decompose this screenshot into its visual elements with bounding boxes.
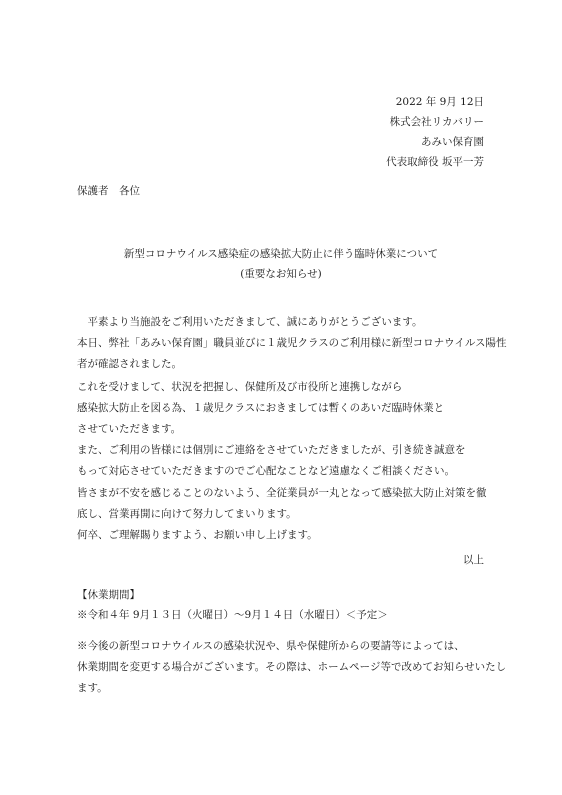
representative: 代表取締役 坂平一芳 <box>386 156 484 168</box>
paragraph-line: 平素より当施設をご利用いただきまして、誠にありがとうございます。 <box>77 316 423 328</box>
paragraph-line: もって対応させていただきますのでご心配なことなど遠慮なくご相談ください。 <box>77 465 455 477</box>
note-line: ます。 <box>77 682 108 694</box>
notice-subtitle: (重要なお知らせ) <box>240 268 322 280</box>
note-line: 休業期間を変更する場合がございます。その際は、ホームページ等で改めてお知らせいたし <box>77 661 507 673</box>
paragraph-line: 感染拡大防止を図る為、１歳児クラスにおきましては暫くのあいだ臨時休業と <box>77 402 445 414</box>
paragraph-line: 何卒、ご理解賜りますよう、お願い申し上げます。 <box>77 529 318 541</box>
note-paragraph <box>77 636 507 699</box>
paragraph-line: また、ご利用の皆様には個別にご連絡をさせていただきましたが、引き続き誠意を <box>77 444 466 456</box>
paragraph-line: 底し、営業再開に向けて努力してまいります。 <box>77 508 297 520</box>
paragraph-3 <box>77 483 497 546</box>
paragraph-1 <box>77 312 507 375</box>
period-heading: 【休業期間】 <box>77 589 140 601</box>
paragraph-line: 皆さまが不安を感じることのないよう、全従業員が一丸となって感染拡大防止対策を徹 <box>77 487 487 499</box>
period-dates: ※令和４年 9月１３日（火曜日）～9月１４日（水曜日）＜予定＞ <box>77 609 388 621</box>
paragraph-line: 本日、弊社「あみい保育園」職員並びに１歳児クラスのご利用様に新型コロナウイルス陽性 <box>77 337 507 349</box>
addressee: 保護者 各位 <box>77 185 140 197</box>
facility-name: あみい保育園 <box>421 136 484 148</box>
closing-mark: 以上 <box>463 554 484 566</box>
paragraph-line: させていただきます。 <box>77 423 182 435</box>
paragraph-line: 者が確認されました。 <box>77 358 182 370</box>
paragraph-line: これを受けまして、状況を把握し、保健所及び市役所と連携しながら <box>77 381 403 393</box>
paragraph-2 <box>77 377 497 482</box>
notice-title: 新型コロナウイルス感染症の感染拡大防止に伴う臨時休業について <box>123 248 439 260</box>
date: 2022 年 9月 12日 <box>395 96 484 108</box>
company-name: 株式会社リカバリー <box>389 116 484 128</box>
note-line: ※今後の新型コロナウイルスの感染状況や、県や保健所からの要請等によっては、 <box>77 640 465 652</box>
